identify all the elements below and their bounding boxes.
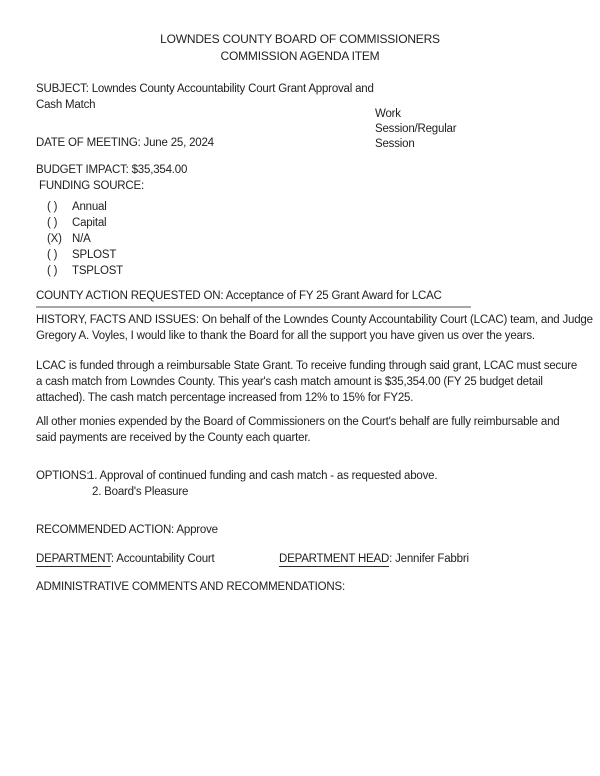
document-title bbox=[0, 31, 600, 65]
subject-line-1: SUBJECT: Lowndes County Accountability Court Grant Approval and bbox=[36, 83, 374, 95]
option-2: 2. Board's Pleasure bbox=[92, 486, 189, 498]
date-of-meeting: DATE OF MEETING: June 25, 2024 bbox=[36, 137, 214, 149]
department-head-value: : Jennifer Fabbri bbox=[389, 553, 469, 565]
funding-option-capital bbox=[47, 217, 123, 233]
session-type bbox=[375, 107, 456, 152]
title-line-1: LOWNDES COUNTY BOARD OF COMMISSIONERS bbox=[160, 32, 440, 46]
grant-details bbox=[36, 358, 577, 406]
funding-source-label: FUNDING SOURCE: bbox=[39, 180, 144, 192]
funding-option-splost bbox=[47, 249, 123, 265]
department-label: DEPARTMENT bbox=[36, 553, 111, 565]
checkbox-unchecked-icon: ( ) bbox=[47, 201, 58, 213]
history-facts-issues bbox=[36, 312, 593, 344]
history-line-1: HISTORY, FACTS AND ISSUES: On behalf of the Lowndes County Accountability Court (LCAC) team, and Judge bbox=[36, 314, 593, 326]
county-action-requested: COUNTY ACTION REQUESTED ON: Acceptance of FY 25 Grant Award for LCAC bbox=[36, 290, 471, 308]
reimbursement-note bbox=[36, 414, 559, 446]
reimbursement-line-2: said payments are received by the County each quarter. bbox=[36, 432, 311, 444]
grant-line-2: a cash match from Lowndes County. This year's cash match amount is $35,354.00 (FY 25 budget detail bbox=[36, 376, 543, 388]
funding-option-tsplost bbox=[47, 265, 123, 281]
department-head-group bbox=[279, 553, 469, 565]
funding-option-label: TSPLOST bbox=[72, 265, 124, 277]
funding-option-label: SPLOST bbox=[72, 249, 117, 261]
subject-line-2: Cash Match bbox=[36, 99, 96, 111]
funding-options-list bbox=[47, 201, 123, 281]
subject-block bbox=[36, 81, 374, 113]
funding-option-na bbox=[47, 233, 123, 249]
grant-line-1: LCAC is funded through a reimbursable State Grant. To receive funding through said grant, LCAC must secure bbox=[36, 360, 578, 372]
budget-impact: BUDGET IMPACT: $35,354.00 bbox=[36, 164, 188, 176]
department-row bbox=[36, 553, 469, 565]
session-type-line-2: Session/Regular bbox=[375, 123, 457, 135]
checkbox-unchecked-icon: ( ) bbox=[47, 249, 58, 261]
recommended-action: RECOMMENDED ACTION: Approve bbox=[36, 524, 218, 536]
funding-option-label: Capital bbox=[72, 217, 107, 229]
session-type-line-1: Work bbox=[375, 108, 401, 120]
department-head-label: DEPARTMENT HEAD bbox=[279, 553, 390, 565]
options-section bbox=[36, 468, 437, 500]
administrative-comments: ADMINISTRATIVE COMMENTS AND RECOMMENDATIONS: bbox=[36, 581, 345, 593]
reimbursement-line-1: All other monies expended by the Board of Commissioners on the Court's behalf are fully reimbursable and bbox=[36, 416, 560, 428]
checkbox-unchecked-icon: ( ) bbox=[47, 265, 58, 277]
option-1: 1. Approval of continued funding and cash match - as requested above. bbox=[88, 470, 438, 482]
checkbox-checked-icon: (X) bbox=[47, 233, 62, 245]
funding-option-label: N/A bbox=[72, 233, 91, 245]
options-label: OPTIONS: bbox=[36, 470, 90, 482]
funding-option-label: Annual bbox=[72, 201, 107, 213]
funding-option-annual bbox=[47, 201, 123, 217]
session-type-line-3: Session bbox=[375, 138, 415, 150]
history-line-2: Gregory A. Voyles, I would like to thank the Board for all the support you have given us over the years. bbox=[36, 330, 535, 342]
title-line-2: COMMISSION AGENDA ITEM bbox=[220, 49, 380, 63]
grant-line-3: attached). The cash match percentage increased from 12% to 15% for FY25. bbox=[36, 392, 414, 404]
checkbox-unchecked-icon: ( ) bbox=[47, 217, 58, 229]
department-value: : Accountability Court bbox=[110, 553, 215, 565]
